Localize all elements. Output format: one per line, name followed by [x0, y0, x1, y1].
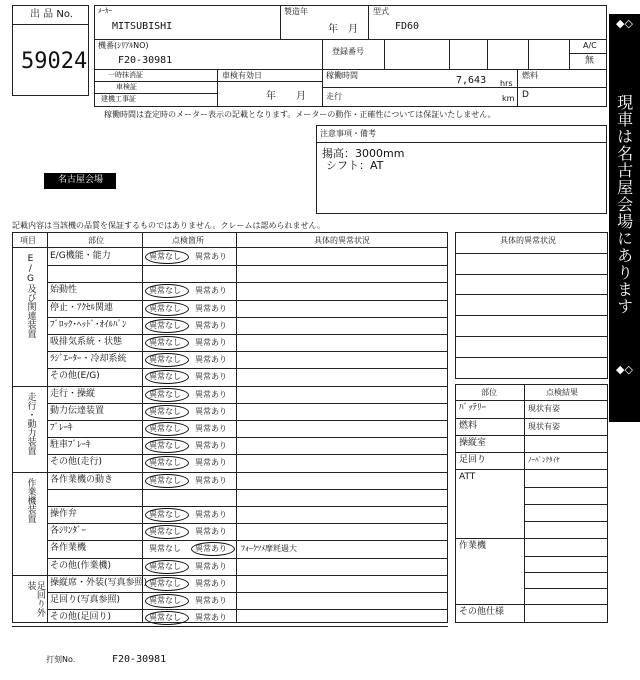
part-name: 各作業機の動き — [50, 474, 114, 485]
location-banner — [609, 14, 640, 422]
result-part: ATT — [459, 472, 476, 482]
col-header-check: 点検箇所 — [172, 236, 204, 245]
status-ng-option: 異常あり — [195, 406, 227, 416]
status-ng-option: 異常あり — [195, 372, 227, 382]
right-bottom-header-part: 部位 — [481, 388, 497, 397]
result-part: その他仕様 — [459, 607, 505, 617]
selected-status-circle — [145, 302, 189, 316]
run-label: 走行 — [326, 92, 342, 101]
selected-status-circle — [145, 319, 189, 333]
selected-status-circle — [145, 388, 189, 402]
result-part: 足回り — [459, 455, 487, 465]
status-ng-option: 異常あり — [195, 596, 227, 605]
col-header-item: 項目 — [20, 236, 36, 245]
registration-label: 登録番号 — [332, 47, 364, 56]
notes-line-2: シフト：AT — [326, 159, 384, 172]
status-ok-option: 異常なし — [149, 596, 181, 605]
cert-construction-label: 建機工事証 — [101, 95, 136, 103]
status-ok-option: 異常なし — [149, 355, 181, 365]
result-part: 作業機 — [459, 541, 487, 551]
selected-status-circle — [145, 405, 189, 419]
part-name: 足回り(写真参照) — [50, 595, 121, 605]
group-label: E/G及び関連装置 — [25, 254, 36, 338]
part-name: 各ｼﾘﾝﾀﾞｰ — [50, 526, 87, 537]
status-ng-option: 異常あり — [195, 338, 227, 347]
lot-number-label: 出 品 No. — [30, 9, 73, 20]
part-name: 走行・操縦 — [50, 388, 96, 399]
status-ok-option: 異常なし — [149, 613, 181, 623]
abnormal-detail: ﾌｫｰｸﾂﾒ摩耗過大 — [241, 544, 297, 554]
result-value: 現状有姿 — [528, 422, 560, 431]
status-ok-option: 異常なし — [149, 527, 181, 537]
part-name: 吸排気系統・状態 — [50, 337, 123, 347]
status-ng-option: 異常あり — [195, 510, 227, 519]
hours-notice: 稼働時間は査定時のメーター表示の記載となります。メーターの動作・正確性については保証いたしません。 — [104, 110, 496, 119]
status-ok-option: 異常なし — [149, 561, 181, 571]
inspection-label: 車検有効日 — [222, 71, 262, 80]
selected-status-circle — [145, 336, 189, 350]
right-bottom-header-result: 点検結果 — [546, 388, 578, 397]
status-ok-option: 異常なし — [149, 286, 181, 296]
quality-disclaimer: 記載内容は当該機の品質を保証するものではありません。クレームは認められません。 — [12, 221, 325, 230]
hours-unit: hrs — [500, 79, 513, 88]
right-top-header: 具体的異常状況 — [500, 236, 556, 245]
part-name: 駐車ﾌﾞﾚｰｷ — [50, 440, 91, 451]
status-ng-option: 異常あり — [195, 441, 227, 451]
status-ok-option: 異常なし — [149, 338, 181, 347]
status-ok-option: 異常なし — [149, 406, 181, 416]
result-part: 燃料 — [459, 421, 478, 431]
result-value: 現状有姿 — [528, 404, 560, 413]
fuel-label: 燃料 — [522, 71, 538, 80]
part-name: その他(足回り) — [50, 612, 112, 623]
banner-diamonds-bottom: ◆◇ — [616, 363, 633, 376]
ac-label: A/C — [583, 41, 597, 50]
part-name: その他(作業機) — [50, 560, 112, 571]
selected-status-circle — [145, 594, 189, 608]
status-ng-option: 異常あり — [195, 389, 227, 399]
selected-status-circle — [145, 508, 189, 522]
notes-line-1: 揚高：3000mm — [322, 147, 405, 160]
status-ok-option: 異常なし — [149, 424, 181, 433]
part-name: 操縦席・外装(写真参照) — [50, 577, 148, 588]
stamp-label: 打刻No. — [46, 655, 76, 664]
status-ng-option: 異常あり — [195, 544, 227, 554]
serial-value: F20-30981 — [118, 55, 173, 66]
part-name: 操作弁 — [50, 509, 78, 519]
fuel-value: D — [522, 90, 529, 100]
part-name: その他(走行) — [50, 457, 103, 468]
status-ng-option: 異常あり — [195, 613, 227, 623]
part-name: 各作業機 — [50, 543, 87, 554]
status-ok-option: 異常なし — [149, 320, 181, 330]
selected-status-circle — [145, 422, 189, 436]
part-name: ﾌﾞﾚｰｷ — [50, 423, 73, 433]
status-ng-option: 異常あり — [195, 303, 227, 313]
part-name: E/G機能・能力 — [50, 251, 111, 261]
model-value: FD60 — [395, 21, 420, 32]
status-ng-option: 異常あり — [195, 355, 227, 365]
hours-value: 7,643 — [456, 75, 487, 86]
status-ok-option: 異常なし — [149, 372, 181, 382]
col-header-detail: 具体的異常状況 — [314, 236, 370, 245]
group-label: 足回り外装 — [25, 580, 45, 617]
status-ng-option: 異常あり — [195, 320, 227, 330]
selected-status-circle — [145, 474, 189, 488]
status-ng-option: 異常あり — [195, 475, 227, 485]
banner-text: 現車は名古屋会場にあります — [614, 94, 634, 315]
result-part: ﾊﾞｯﾃﾘｰ — [459, 403, 487, 413]
status-ng-option: 異常あり — [195, 578, 227, 588]
status-ok-option: 異常なし — [149, 458, 181, 468]
status-ng-option: 異常あり — [195, 458, 227, 468]
status-ok-option: 異常なし — [149, 475, 181, 485]
part-name: その他(E/G) — [50, 371, 100, 382]
stamp-value: F20-30981 — [112, 654, 167, 665]
col-header-part: 部位 — [88, 236, 104, 245]
group-label: 作業機装置 — [25, 477, 36, 523]
selected-status-circle — [145, 250, 189, 264]
status-ng-option: 異常あり — [195, 561, 227, 571]
status-ng-option: 異常あり — [195, 252, 227, 261]
part-name: 停止・ｱｸｾﾙ関連 — [50, 302, 114, 313]
status-ok-option: 異常なし — [149, 303, 181, 313]
cert-temporary-label: 一時抹消証 — [108, 71, 143, 79]
km-unit: km — [502, 94, 515, 103]
part-name: ﾗｼﾞｴｰﾀｰ・冷却系統 — [50, 354, 127, 365]
status-ok-option: 異常なし — [149, 252, 181, 261]
selected-status-circle — [145, 577, 189, 591]
part-name: 始動性 — [50, 285, 78, 296]
notes-label: 注意事項・備考 — [320, 129, 376, 138]
cert-vehicle-label: 車検証 — [116, 83, 137, 91]
ac-value: 無 — [585, 56, 595, 66]
maker-value: MITSUBISHI — [112, 21, 173, 32]
part-name: ﾌﾞﾛｯｸ･ﾍｯﾄﾞ･ｵｲﾙﾊﾟﾝ — [50, 319, 127, 330]
status-ok-option: 異常なし — [149, 578, 181, 588]
status-ok-option: 異常なし — [149, 389, 181, 399]
maker-label: ﾒｰｶｰ — [98, 7, 112, 15]
model-label: 型式 — [373, 7, 389, 16]
venue-badge — [44, 173, 116, 189]
year-unit: 年 月 — [328, 24, 358, 35]
status-ng-option: 異常あり — [195, 424, 227, 433]
hours-label: 稼働時間 — [326, 71, 358, 80]
group-label: 走行・動力装置 — [25, 391, 36, 455]
serial-label: 機番(ｼﾘｱﾙNO) — [98, 41, 149, 50]
inspection-unit: 年 月 — [266, 91, 306, 102]
venue-badge-text: 名古屋会場 — [58, 175, 104, 185]
status-ng-option: 異常あり — [195, 527, 227, 537]
banner-diamonds-top: ◆◇ — [616, 17, 633, 30]
part-name: 動力伝達装置 — [50, 405, 105, 416]
result-part: 操縦室 — [459, 438, 487, 448]
status-ok-option: 異常なし — [149, 510, 181, 519]
status-ok-option: 異常なし — [149, 544, 181, 554]
selected-status-circle — [145, 560, 189, 574]
status-ok-option: 異常なし — [149, 441, 181, 451]
status-ng-option: 異常あり — [195, 286, 227, 296]
lot-number: 59024 — [21, 49, 88, 74]
year-label: 製造年 — [284, 7, 308, 16]
result-value: ﾉｰﾊﾟﾝｸﾀｲﾔ — [528, 456, 560, 464]
